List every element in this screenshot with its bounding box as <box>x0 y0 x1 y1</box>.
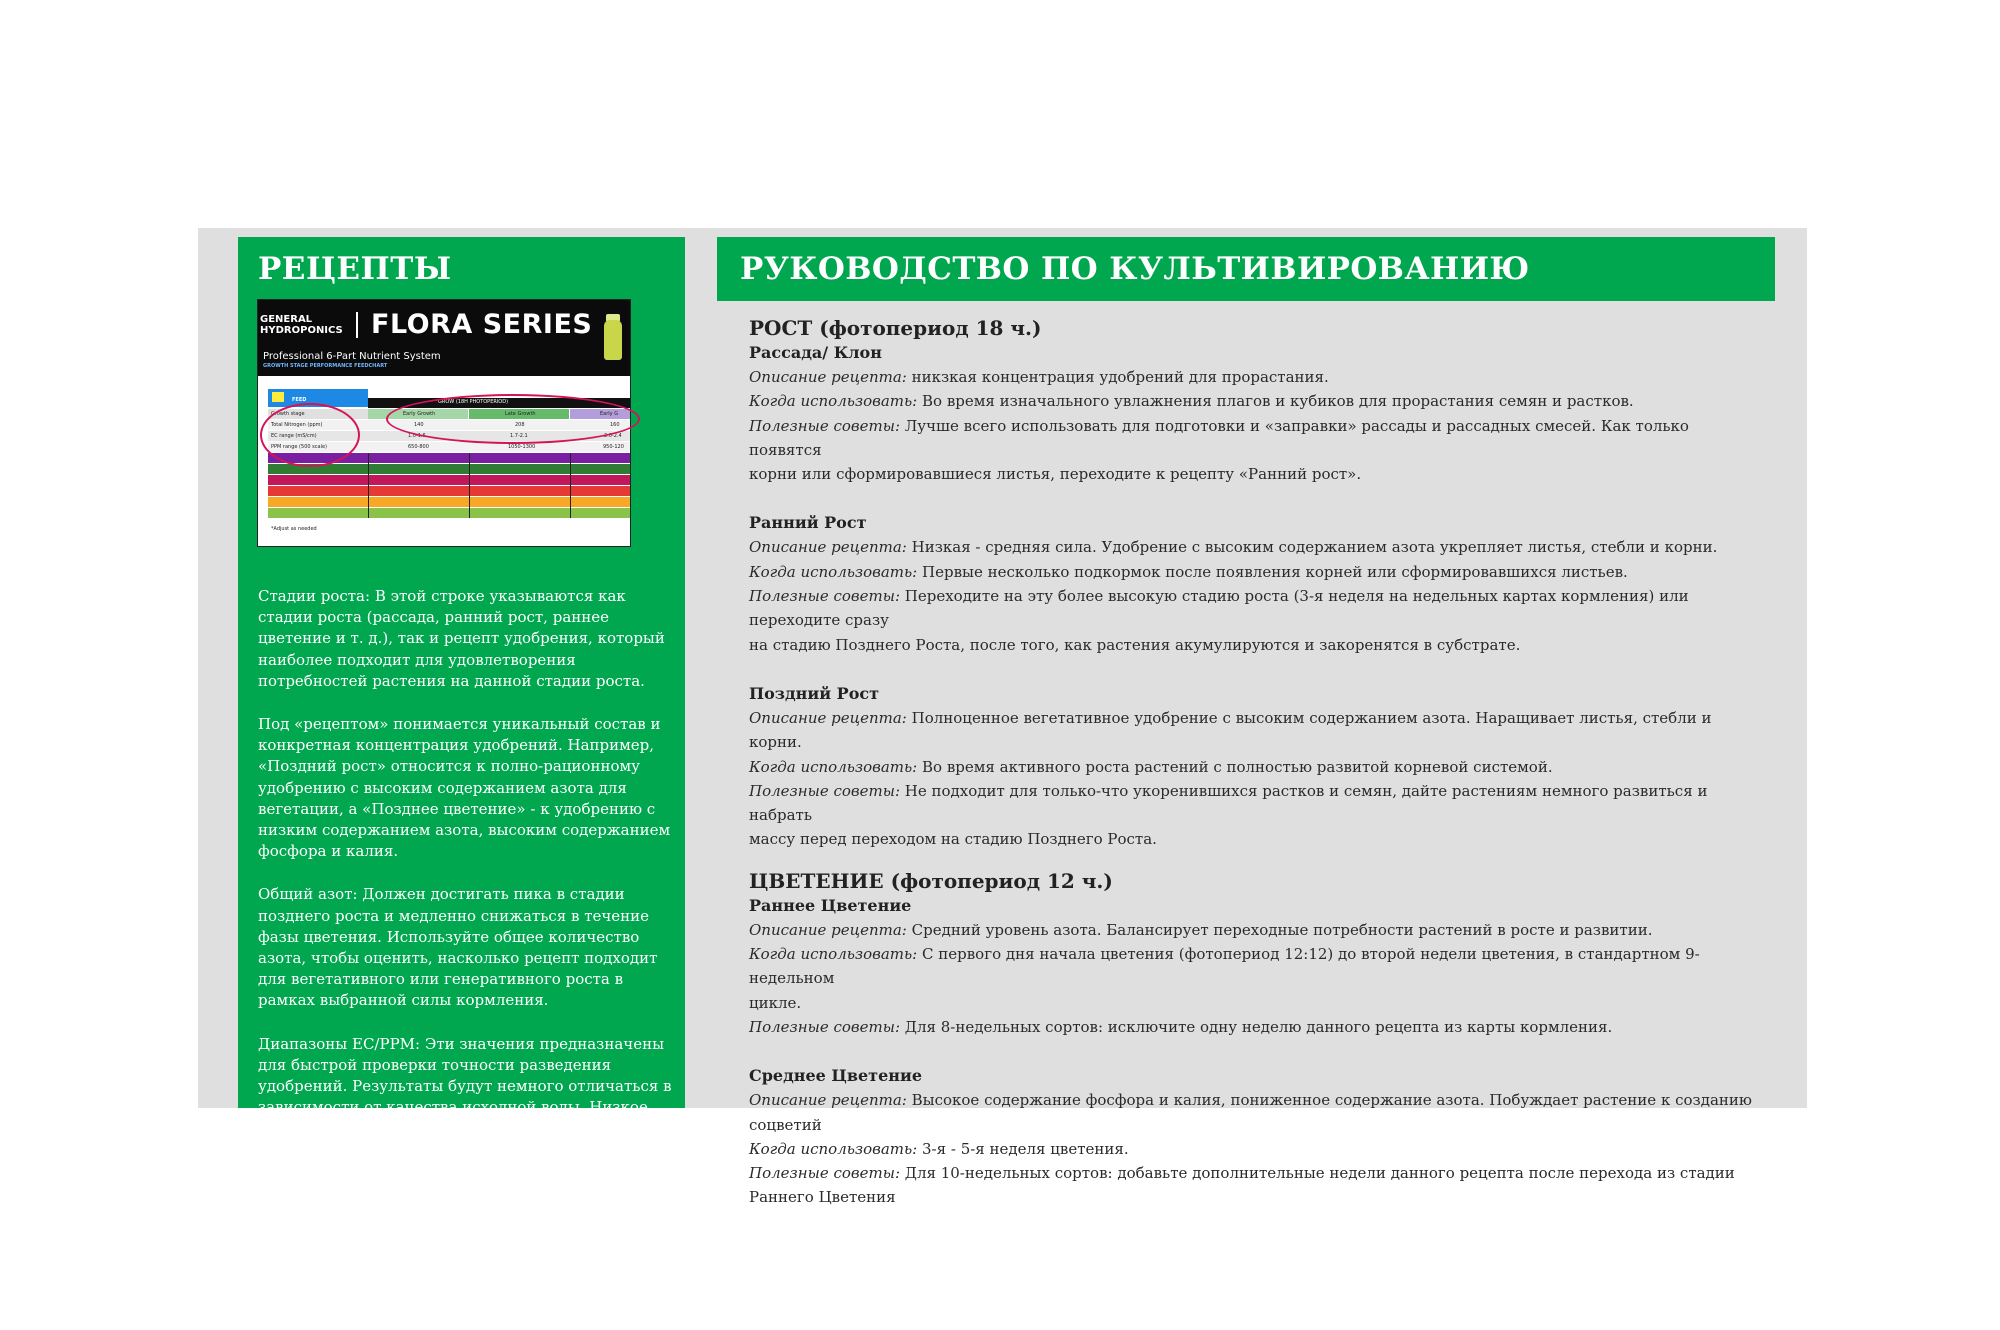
feedchart-table: FEED GROW (18H PHOTOPERIOD) Early Growth Late Growth Early G Growth stage Total Nitrogen (ppm) 140 208 160 EC range (mS/cm) 1.0-1.6 1.7-2.1 2.0-2.4 PPM range (500 scale) 650-800 1050-1300 950-120 *Adjust as needed <box>258 376 630 546</box>
paragraph-total-nitrogen: Общий азот: Должен достигать пика в стадии позднего роста и медленно снижаться в течение фазы цветения. Используйте общее количество азота, чтобы оценить, насколько рецепт подходит для вегетативного или генеративного роста в рамках выбранной силы кормления. <box>258 885 658 1010</box>
flora-series-logo: FLORA SERIES <box>371 309 593 340</box>
section-bloom-heading: ЦВЕТЕНИЕ (фотопериод 12 ч.) <box>749 868 1113 893</box>
row-liquid-koolbloom <box>268 508 630 518</box>
recipes-title: РЕЦЕПТЫ <box>258 251 452 287</box>
sun-icon <box>272 392 284 402</box>
recipes-text <box>258 586 678 1140</box>
late-growth-heading: Поздний Рост <box>749 683 880 703</box>
highlight-circle-top <box>386 394 640 444</box>
paragraph-recipe: Под «рецептом» понимается уникальный состав и конкретная концентрация удобрений. Например, «Поздний рост» относится к полно-рационному удобрению с высоким содержанием азота для вегетации, а «Позднее цветение» - к удобрению с низким содержанием азота, высоким содержанием фосфора и калия. <box>258 715 671 861</box>
row-florabloom <box>268 475 630 485</box>
paragraph-ec-ppm: Диапазоны EC/PPM: Эти значения предназначены для быстрой проверки точности разведения удобрений. Результаты будут немного отличаться в зависимости от качества исходной воды. Низкое <box>258 1034 672 1117</box>
guide-content: РОСТ (фотопериод 18 ч.) Рассада/ Клон Описание рецепта: никзкая концентрация удобрений для прорастания. Когда использовать: Во время изначального увлажнения плагов и кубиков для прорастания семян и растков. Полезные советы: Лучше всего использовать для подготовки и «заправки» рассады и рассадных смесей. Как только появятся корни или сформировавшиеся листья, переходите к рецепту «Ранний рост». Ранний Рост Описание рецепта: Низкая - средняя сила. Удобрение с высоким содержанием азота укрепляет листья, стебли и корни. Когда использовать: Первые несколько подкормок после появления корней или сформировавшихся листьев. Полезные советы: Переходите на эту более высокую стадию роста (3-я неделя на недельных картах кормления) или переходите сразу на стадию Позднего Роста, после того, как растения акумулируются и закоренятся в субстрате. Поздний Рост Описание рецепта: Полноценное вегетативное удобрение с высоким содержанием азота. Наращивает листья, стебли и корни. Когда использовать: Во время активного роста растений с полностью развитой корневой системой. Полезные советы: Не подходит для только-что укоренившихся растков и семян, дайте растениям немного развиться и набрать массу перед переходом на стадию Позднего Роста. ЦВЕТЕНИЕ (фотопериод 12 ч.) Раннее Цветение Описание рецепта: Средний уровень азота. Балансирует переходные потребности растений в росте и развитии. Когда использовать: С первого дня начала цветения (фотопериод 12:12) до второй недели цветения, в стандартном 9-недельном цикле. Полезные советы: Для 8-недельных сортов: исключите одну неделю данного рецепта из карты кормления. Среднее Цветение Описание рецепта: Высокое содержание фосфора и калия, пониженное содержание азота. Побуждает растение к созданию соцветий Когда использовать: 3-я - 5-я неделя цветения. Полезные советы: Для 10-недельных сортов: добавьте дополнительные недели данного рецепта после перехода из стадии Раннего Цветения <box>749 315 1759 1210</box>
nutrient-bottle-icon <box>604 320 622 360</box>
paragraph-growth-stages: Стадии роста: В этой строке указываются как стадии роста (рассада, ранний рост, раннее цветение и т. д.), так и рецепт удобрения, который наиболее подходит для удовлетворения потребностей растения на данной стадии роста. <box>258 587 665 690</box>
feedchart-subtitle-2: GROWTH STAGE PERFORMANCE FEEDCHART <box>263 363 388 369</box>
seedling-heading: Рассада/ Клон <box>749 343 882 362</box>
early-bloom-heading: Раннее Цветение <box>749 895 912 915</box>
early-growth-heading: Ранний Рост <box>749 513 867 533</box>
recipes-column <box>238 237 685 1117</box>
highlight-circle-left <box>260 403 360 467</box>
row-calimagic <box>268 486 630 496</box>
row-floranectar <box>268 497 630 507</box>
general-hydroponics-logo: GENERAL HYDROPONICS <box>260 314 343 336</box>
guide-header-bar <box>717 237 1775 301</box>
document-panel <box>198 228 1807 1207</box>
feedchart-subtitle: Professional 6-Part Nutrient System <box>263 351 441 362</box>
flora-series-feedchart-image <box>257 299 631 547</box>
logo-separator <box>356 312 358 338</box>
feedchart-header <box>258 300 630 376</box>
guide-title: РУКОВОДСТВО ПО КУЛЬТИВИРОВАНИЮ <box>740 251 1530 287</box>
section-growth-heading: РОСТ (фотопериод 18 ч.) <box>749 316 1042 340</box>
mid-bloom-heading: Среднее Цветение <box>749 1066 923 1086</box>
